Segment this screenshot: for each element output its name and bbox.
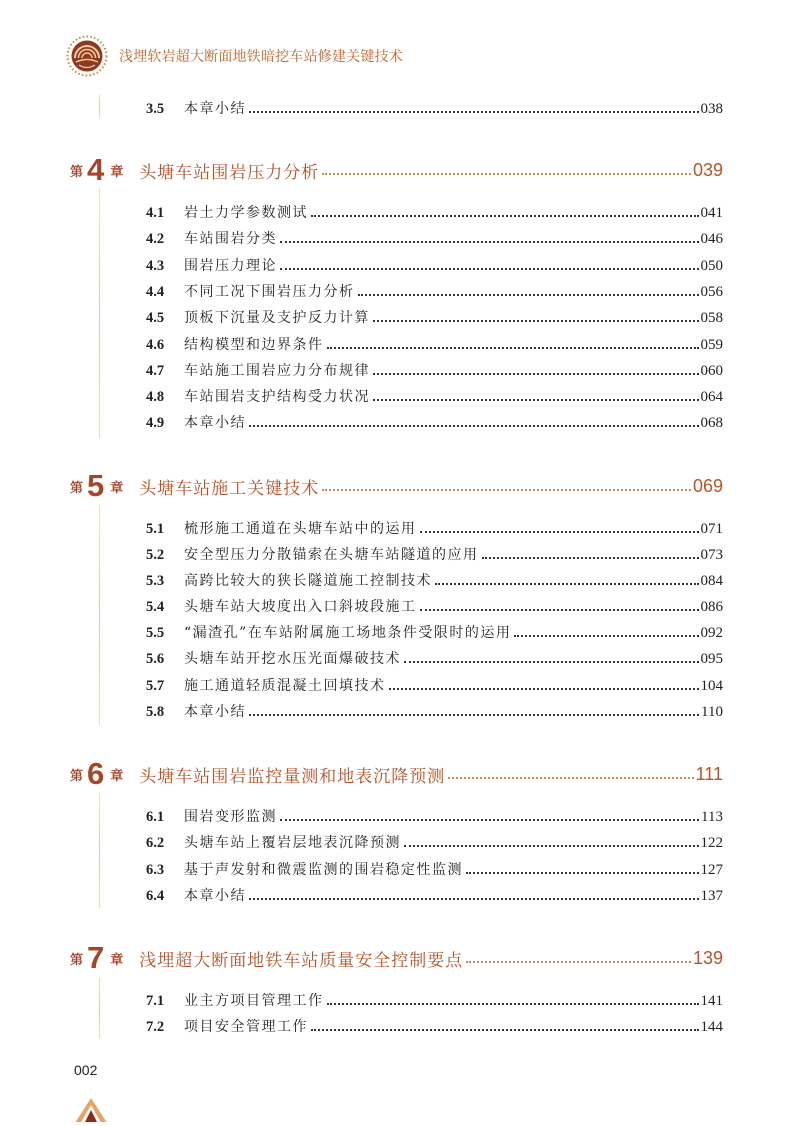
section-number: 5.5 [146,625,165,641]
chapter-suffix: 章 [110,952,124,968]
chapter-page-number: 111 [695,763,723,784]
chapter-title: 头塘车站施工关键技术 [139,478,320,499]
circular-arch-emblem-icon [66,35,108,77]
section-title: 不同工况下围岩压力分析 [184,284,355,300]
leader-dots [249,898,699,900]
section-title: 施工通道轻质混凝土回填技术 [184,678,386,694]
section-number: 4.2 [146,231,165,247]
page-number: 056 [700,284,723,300]
toc-entry[interactable] [146,834,723,852]
toc-entry[interactable] [146,703,723,721]
section-number: 5.2 [146,547,165,563]
chapter-title: 头塘车站围岩监控量测和地表沉降预测 [139,766,446,787]
leader-dots [514,635,698,637]
chapter-number: 4 [87,152,105,187]
section-number: 6.1 [146,809,165,825]
section-title: 本章小结 [184,888,246,904]
chapter-page-number: 039 [692,159,723,180]
section-number: 4.6 [146,337,165,353]
page-number: 110 [701,704,723,720]
section-title: 岩土力学参数测试 [184,205,308,221]
toc-entry[interactable] [146,388,723,406]
section-title: 业主方项目管理工作 [184,993,324,1009]
toc-entry[interactable] [146,283,723,301]
chapter-prefix: 第 [70,164,84,180]
page-number: 086 [700,599,723,615]
section-number: 5.6 [146,651,165,667]
chapter-prefix: 第 [70,952,84,968]
decorative-rule [99,505,100,725]
leader-dots [420,609,699,611]
decorative-rule [99,978,100,1038]
page-number: 144 [700,1019,723,1035]
section-title: 围岩变形监测 [184,809,277,825]
leader-dots [311,215,699,217]
decorative-rule [99,188,100,438]
leader-dots [404,845,699,847]
section-title: 项目安全管理工作 [184,1019,308,1035]
section-title: 基于声发射和微震监测的围岩稳定性监测 [184,862,463,878]
section-number: 5.8 [146,704,165,720]
chapter-number: 6 [87,756,105,791]
toc-entry[interactable] [146,546,723,564]
toc-entry[interactable] [146,362,723,380]
chapter-page-number: 139 [692,947,723,968]
leader-dots [322,489,691,491]
section-number: 7.1 [146,993,165,1009]
toc-entry[interactable] [146,598,723,616]
toc-entry[interactable] [146,230,723,248]
toc-entry[interactable] [146,100,723,118]
chapter-page-number: 069 [692,475,723,496]
section-title: 本章小结 [184,415,246,431]
toc-chapter-7[interactable] [70,940,723,975]
toc-entry[interactable] [146,572,723,590]
leader-dots [466,872,699,874]
leader-dots [311,1029,699,1031]
leader-dots [389,688,699,690]
toc-entry[interactable] [146,861,723,879]
section-title: 安全型压力分散锚索在头塘车站隧道的应用 [184,547,479,563]
leader-dots [420,531,699,533]
section-title: 结构模型和边界条件 [184,337,324,353]
leader-dots [466,961,691,963]
section-title: 头塘车站开挖水压光面爆破技术 [184,651,401,667]
section-number: 4.7 [146,363,165,379]
toc-chapter-5[interactable] [70,468,723,503]
section-number: 5.3 [146,573,165,589]
page-number: 046 [700,231,723,247]
section-number: 4.1 [146,205,165,221]
decorative-rule [99,95,100,117]
page-number: 141 [700,993,723,1009]
page-number: 068 [700,415,723,431]
section-number: 4.3 [146,258,165,274]
leader-dots [482,557,699,559]
chapter-prefix: 第 [70,768,84,784]
section-number: 3.5 [146,101,165,117]
section-title: 顶板下沉量及支护反力计算 [184,310,370,326]
section-title: 头塘车站大坡度出入口斜坡段施工 [184,599,417,615]
leader-dots [358,294,699,296]
section-title: 本章小结 [184,101,246,117]
toc-entry[interactable] [146,992,723,1010]
page-number: 038 [700,101,723,117]
toc-entry[interactable] [146,1018,723,1036]
page-number: 092 [700,625,723,641]
page-number: 050 [700,258,723,274]
section-title: 头塘车站上覆岩层地表沉降预测 [184,835,401,851]
leader-dots [327,347,699,349]
leader-dots [322,173,691,175]
toc-entry[interactable] [146,624,723,642]
page-number: 059 [700,337,723,353]
section-title: 围岩压力理论 [184,258,277,274]
section-number: 4.8 [146,389,165,405]
section-number: 4.9 [146,415,165,431]
page-number: 064 [700,389,723,405]
chapter-title: 浅埋超大断面地铁车站质量安全控制要点 [139,950,464,971]
leader-dots [280,819,699,821]
toc-entry[interactable] [146,650,723,668]
section-title: 梳形施工通道在头塘车站中的运用 [184,521,417,537]
page-number: 137 [700,888,723,904]
toc-entry[interactable] [146,808,723,826]
toc-entry[interactable] [146,204,723,222]
section-number: 5.7 [146,678,165,694]
chapter-number: 5 [87,468,105,503]
toc-entry[interactable] [146,257,723,275]
page-number: 113 [701,809,723,825]
chapter-suffix: 章 [110,768,124,784]
leader-dots [435,583,699,585]
chapter-number: 7 [87,940,105,975]
section-title: “漏渣孔”在车站附属施工场地条件受限时的运用 [184,625,512,641]
page-number: 041 [700,205,723,221]
leader-dots [448,777,693,779]
section-title: 本章小结 [184,704,246,720]
page-number: 127 [700,862,723,878]
leader-dots [327,1003,699,1005]
chapter-prefix: 第 [70,480,84,496]
page-number: 122 [700,835,723,851]
leader-dots [373,399,699,401]
leader-dots [280,268,699,270]
page-number: 073 [700,547,723,563]
chapter-suffix: 章 [110,480,124,496]
toc-chapter-4[interactable] [70,152,723,187]
leader-dots [249,425,699,427]
toc-entry[interactable] [146,414,723,432]
section-number: 4.4 [146,284,165,300]
section-number: 6.2 [146,835,165,851]
section-title: 车站围岩支护结构受力状况 [184,389,370,405]
toc-entry[interactable] [146,336,723,354]
triangle-emblem-icon [73,1098,109,1122]
page-number: 095 [700,651,723,667]
section-number: 5.4 [146,599,165,615]
running-header [66,34,403,78]
page-number: 104 [700,678,723,694]
section-number: 7.2 [146,1019,165,1035]
leader-dots [373,373,699,375]
leader-dots [249,111,699,113]
section-number: 4.5 [146,310,165,326]
toc-entry[interactable] [146,677,723,695]
section-number: 6.3 [146,862,165,878]
folio-page-number: 002 [74,1062,98,1078]
leader-dots [373,320,699,322]
page-number: 084 [700,573,723,589]
section-title: 高跨比较大的狭长隧道施工控制技术 [184,573,432,589]
toc-entry[interactable] [146,520,723,538]
page-number: 058 [700,310,723,326]
decorative-rule [99,793,100,908]
book-title: 浅埋软岩超大断面地铁暗挖车站修建关键技术 [119,49,403,65]
toc-entry[interactable] [146,309,723,327]
section-number: 5.1 [146,521,165,537]
toc-chapter-6[interactable] [70,756,723,791]
section-title: 车站施工围岩应力分布规律 [184,363,370,379]
section-number: 6.4 [146,888,165,904]
leader-dots [280,241,699,243]
toc-entry[interactable] [146,887,723,905]
page-number: 071 [700,521,723,537]
leader-dots [404,661,699,663]
page-number: 060 [700,363,723,379]
section-title: 车站围岩分类 [184,231,277,247]
leader-dots [249,714,699,716]
chapter-suffix: 章 [110,164,124,180]
chapter-title: 头塘车站围岩压力分析 [139,162,320,183]
